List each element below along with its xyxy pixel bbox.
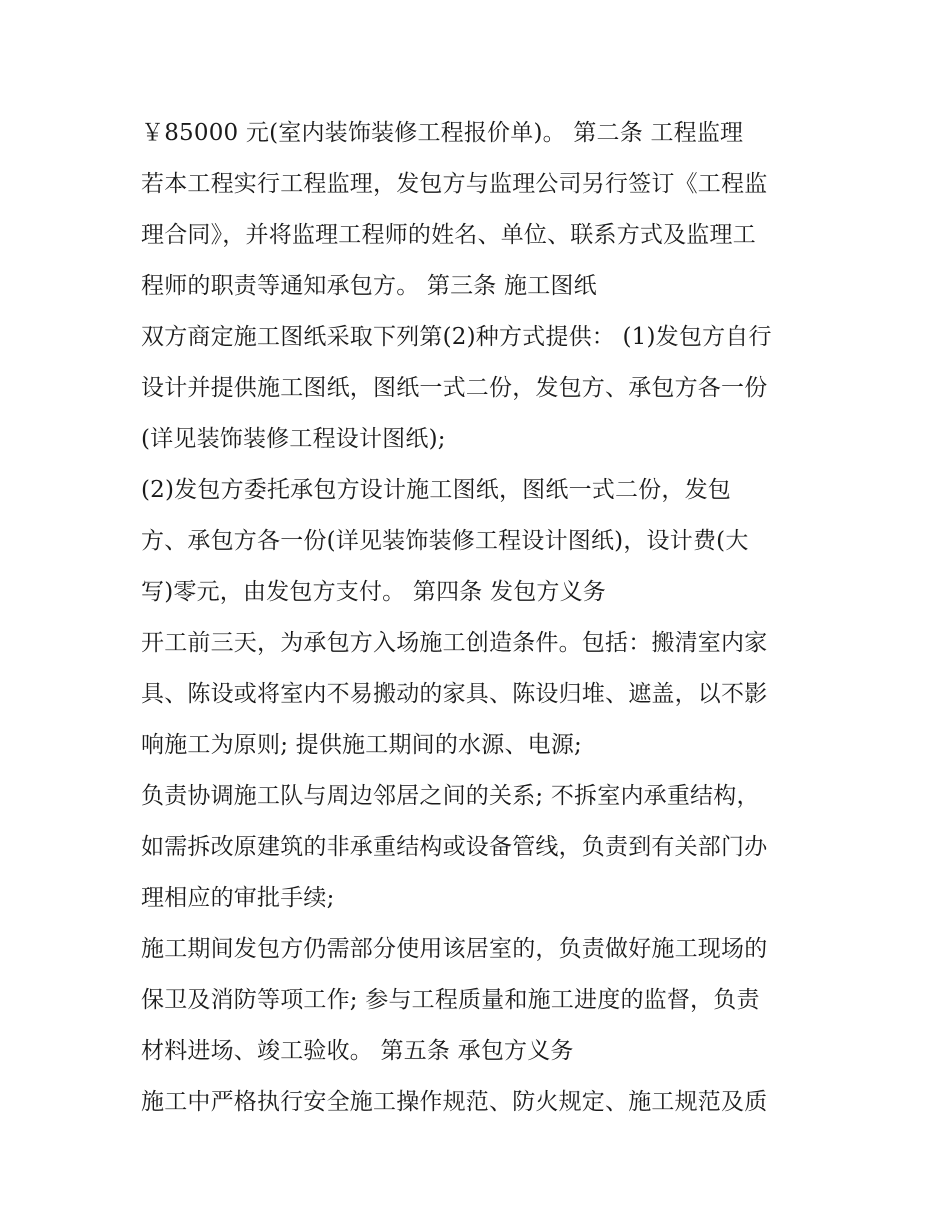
text-line: 设计并提供施工图纸，图纸一式二份，发包方、承包方各一份 [141, 375, 768, 401]
text-line: 理合同》，并将监理工程师的姓名、单位、联系方式及监理工 [141, 222, 756, 248]
text-line: 开工前三天，为承包方入场施工创造条件。包括：搬清室内家 [141, 630, 768, 656]
text-line: ￥85000 元(室内装饰装修工程报价单)。 第二条 工程监理 [141, 120, 744, 146]
text-line: 方、承包方各一份(详见装饰装修工程设计图纸)，设计费(大 [141, 528, 749, 554]
text-line: 程师的职责等通知承包方。 第三条 施工图纸 [141, 273, 597, 299]
text-line: 如需拆改原建筑的非承重结构或设备管线，负责到有关部门办 [141, 834, 768, 860]
text-line: 保卫及消防等项工作; 参与工程质量和施工进度的监督，负责 [141, 987, 760, 1013]
text-line: 具、陈设或将室内不易搬动的家具、陈设归堆、遮盖，以不影 [141, 681, 768, 707]
text-line: 写)零元，由发包方支付。 第四条 发包方义务 [141, 579, 606, 605]
text-line: 理相应的审批手续; [141, 885, 335, 911]
text-line: (2)发包方委托承包方设计施工图纸，图纸一式二份，发包 [141, 477, 731, 503]
text-line: 材料进场、竣工验收。 第五条 承包方义务 [141, 1038, 574, 1064]
text-line: (详见装饰装修工程设计图纸); [141, 426, 446, 452]
text-line: 施工期间发包方仍需部分使用该居室的，负责做好施工现场的 [141, 936, 768, 962]
text-line: 施工中严格执行安全施工操作规范、防火规定、施工规范及质 [141, 1089, 768, 1115]
text-line: 负责协调施工队与周边邻居之间的关系; 不拆室内承重结构， [141, 783, 760, 809]
contract-text-body [141, 108, 821, 1128]
text-line: 双方商定施工图纸采取下列第(2)种方式提供： (1)发包方自行 [141, 324, 772, 350]
text-line: 响施工为原则; 提供施工期间的水源、电源; [141, 732, 583, 758]
text-line: 若本工程实行工程监理，发包方与监理公司另行签订《工程监 [141, 171, 768, 197]
